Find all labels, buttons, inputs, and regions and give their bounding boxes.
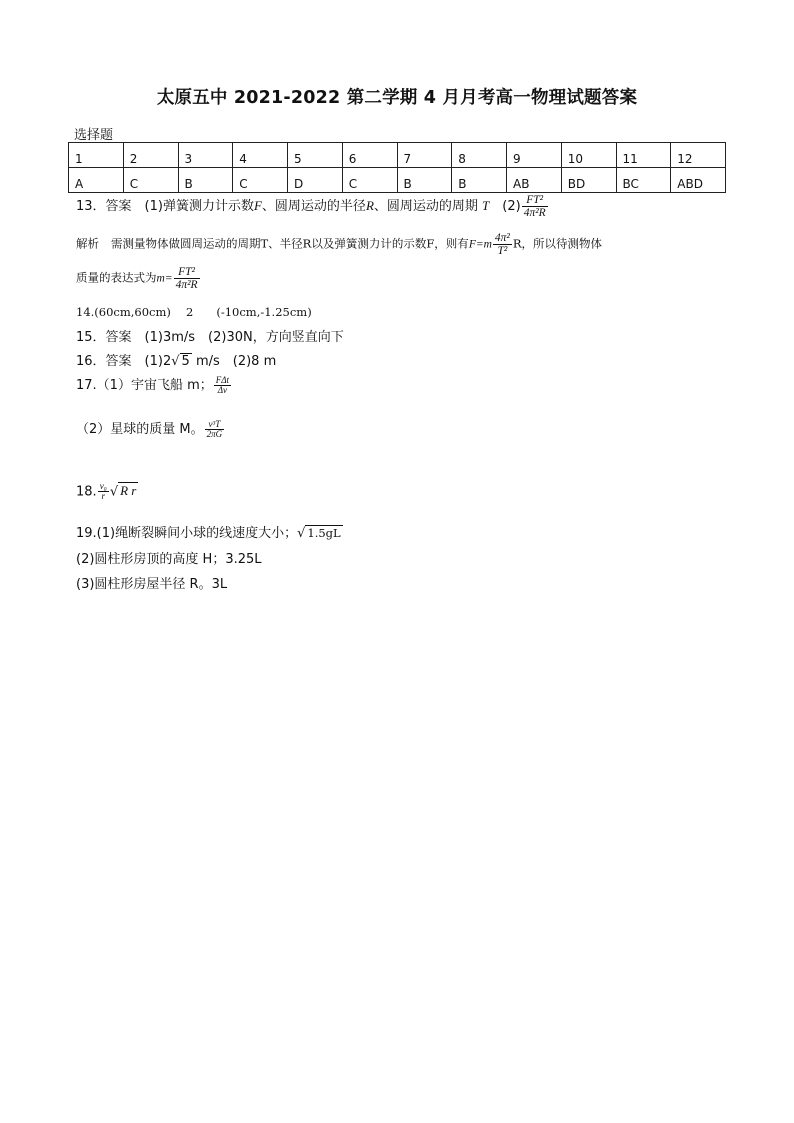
question-number: 8 xyxy=(452,143,507,168)
answer-17-1 xyxy=(76,374,232,395)
choice-answer: D xyxy=(288,168,343,193)
formula-planet-mass: $\frac{\text{v³T}}{2\pi G}$ xyxy=(206,418,223,439)
choice-answer: AB xyxy=(507,168,562,193)
var-r: R xyxy=(365,198,374,214)
answer-16-prefix: 16．答案 (1)2 xyxy=(76,354,172,369)
sqrt-icon: √ xyxy=(109,484,119,500)
choice-answer: ABD xyxy=(671,168,726,193)
question-number: 2 xyxy=(123,143,178,168)
radicand: 1.5gL xyxy=(307,526,341,540)
analysis-text: 质量的表达式为 xyxy=(76,270,157,285)
radicand: 5 xyxy=(181,354,190,369)
question-number: 7 xyxy=(397,143,452,168)
answer-19-2: (2)圆柱形房顶的高度 H；3.25L xyxy=(76,552,262,567)
answer-13 xyxy=(76,194,549,219)
answer-19-1 xyxy=(76,522,343,541)
answer-table xyxy=(68,142,726,193)
mass-equation: m= xyxy=(156,272,173,285)
answer-17-2 xyxy=(76,418,225,439)
question-number: 4 xyxy=(233,143,288,168)
var-f: F xyxy=(253,198,262,214)
answer-17-2-text: （2）星球的质量 M。 xyxy=(76,422,204,437)
answer-18 xyxy=(76,482,138,502)
equation-lhs: F=m xyxy=(468,238,492,251)
question-number: 1 xyxy=(69,143,124,168)
answer-19-3: (3)圆柱形房屋半径 R。3L xyxy=(76,577,228,592)
analysis-text: 需测量物体做圆周运动的周期T、半径R以及弹簧测力计的示数F，则有 xyxy=(111,236,469,251)
analysis-text: R，所以待测物体 xyxy=(512,236,603,251)
answer-17-1-text: 17.（1）宇宙飞船 m； xyxy=(76,378,213,393)
answer-13-text: 、圆周运动的周期 xyxy=(373,199,478,215)
radicand: R r xyxy=(120,483,137,499)
question-number: 12 xyxy=(671,143,726,168)
answer-table-answer-row xyxy=(69,168,726,193)
sqrt-icon: √ xyxy=(297,526,306,541)
answer-table-number-row xyxy=(69,143,726,168)
choice-answer: C xyxy=(233,168,288,193)
sqrt-icon: √ xyxy=(171,354,180,369)
formula-mass: $\frac{\text{FT²}}{\text{4π²R}}$ xyxy=(175,266,198,292)
var-t: T xyxy=(482,198,490,214)
choice-answer: C xyxy=(123,168,178,193)
analysis-label: 解析 xyxy=(76,236,99,251)
answer-16-suffix: m/s (2)8 m xyxy=(191,354,277,369)
answer-13-prefix: 13．答案 (1)弹簧测力计示数 xyxy=(76,199,254,215)
choice-answer: B xyxy=(452,168,507,193)
choice-answer: BD xyxy=(561,168,616,193)
question-number: 6 xyxy=(342,143,397,168)
formula-v0-over-r: $\frac{\text{v₀}}{r}$ xyxy=(99,481,107,502)
choice-answer: C xyxy=(342,168,397,193)
page-title: 太原五中 2021-2022 第二学期 4 月月考高一物理试题答案 xyxy=(156,88,638,108)
analysis-13-line1 xyxy=(76,232,602,257)
answer-18-prefix: 18. xyxy=(76,484,97,500)
question-number: 5 xyxy=(288,143,343,168)
choice-answer: BC xyxy=(616,168,671,193)
question-number: 3 xyxy=(178,143,233,168)
question-number: 9 xyxy=(507,143,562,168)
choice-section-label: 选择题 xyxy=(74,128,114,143)
answer-13-part2: (2) xyxy=(502,199,521,215)
answer-15: 15．答案 (1)3m/s (2)30N，方向竖直向下 xyxy=(76,330,344,345)
choice-answer: A xyxy=(69,168,124,193)
analysis-13-line2 xyxy=(76,266,201,291)
choice-answer: B xyxy=(397,168,452,193)
answer-16 xyxy=(76,350,276,369)
formula-ft2-over-4pi2r: $\frac{\text{FT²}}{\text{4π²R}}$ xyxy=(523,194,546,220)
answer-13-text: 、圆周运动的半径 xyxy=(261,199,366,215)
answer-14: 14.(60cm,60cm) 2 (-10cm,-1.25cm) xyxy=(76,305,312,319)
formula-4pi2-over-t2: $\frac{\text{4π²}}{\text{T²}}$ xyxy=(494,232,510,258)
formula-f-dt-over-dv: $\frac{\text{FΔt}}{\Delta v}$ xyxy=(215,374,230,395)
answer-19-1-text: 19.(1)绳断裂瞬间小球的线速度大小； xyxy=(76,526,298,541)
question-number: 10 xyxy=(561,143,616,168)
question-number: 11 xyxy=(616,143,671,168)
choice-answer: B xyxy=(178,168,233,193)
